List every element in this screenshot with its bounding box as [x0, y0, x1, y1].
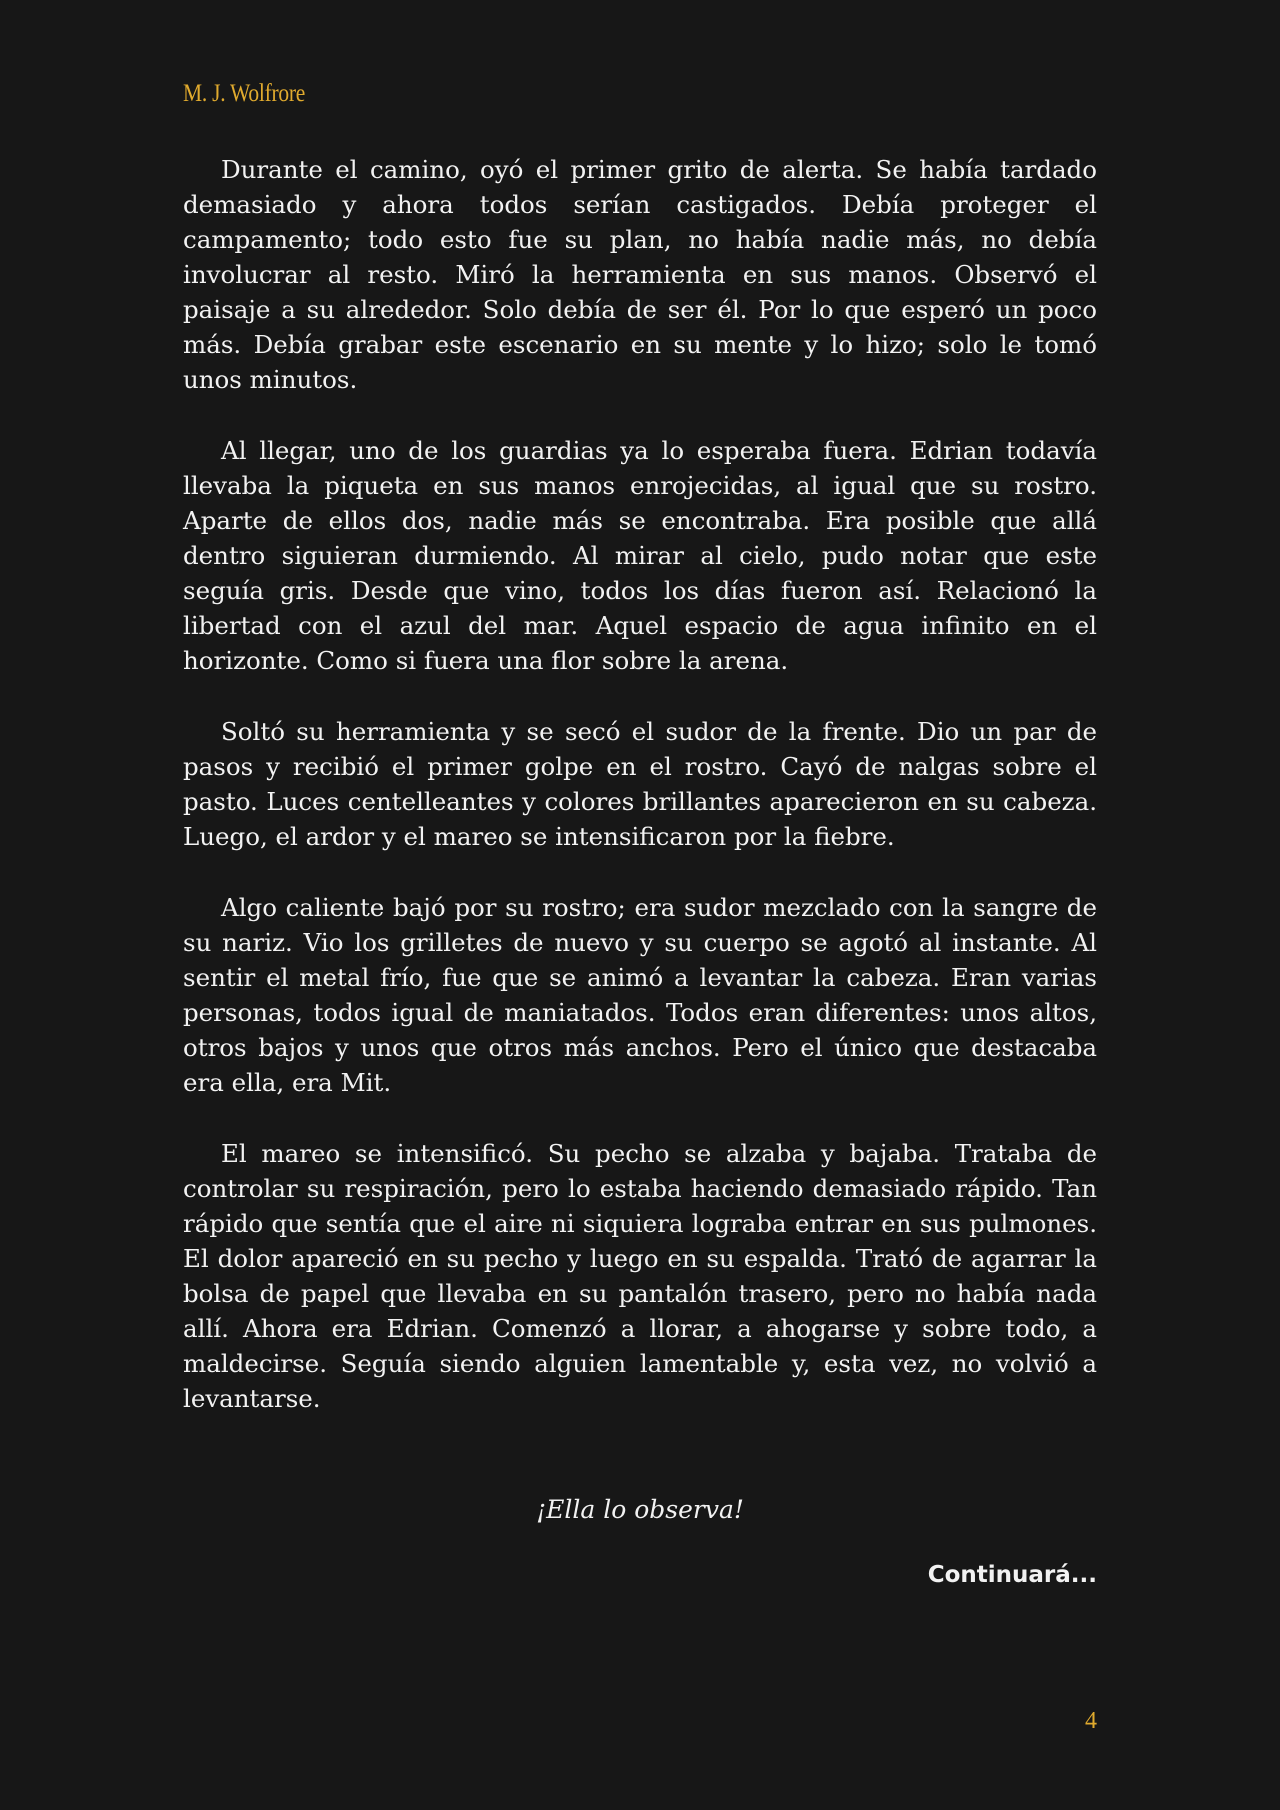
scene-break-line: ¡Ella lo observa! [536, 1495, 744, 1524]
paragraph: Al llegar, uno de los guardias ya lo esperaba fuera. Edrian todavía llevaba la piqueta en sus manos enrojecidas, al igual que su rostro. Aparte de ellos dos, nadie más se encontraba. Era posible que allá dentro siguieran durmiendo. Al mirar al cielo, pudo notar que este seguía gris. Desde que vino, todos los días fueron así. Relacionó la libertad con el azul del mar. Aquel espacio de agua infinito en el horizonte. Como si fuera una flor sobre la arena. [183, 436, 1097, 675]
body-text [183, 152, 1097, 1452]
paragraph: Soltó su herramienta y se secó el sudor de la frente. Dio un par de pasos y recibió el primer golpe en el rostro. Cayó de nalgas sobre el pasto. Luces centelleantes y colores brillantes aparecieron en su cabeza. Luego, el ardor y el mareo se intensificaron por la fiebre. [183, 717, 1097, 851]
paragraph: El mareo se intensificó. Su pecho se alzaba y bajaba. Trataba de controlar su respiración, pero lo estaba haciendo demasiado rápido. Tan rápido que sentía que el aire ni siquiera lograba entrar en sus pulmones. El dolor apareció en su pecho y luego en su espalda. Trató de agarrar la bolsa de papel que llevaba en su pantalón trasero, pero no había nada allí. Ahora era Edrian. Comenzó a llorar, a ahogarse y sobre todo, a maldecirse. Seguía siendo alguien lamentable y, esta vez, no volvió a levantarse. [183, 1139, 1097, 1413]
to-be-continued: Continuará... [927, 1562, 1097, 1588]
running-header-author: M. J. Wolfrore [183, 80, 306, 107]
paragraph: Durante el camino, oyó el primer grito de alerta. Se había tardado demasiado y ahora todos serían castigados. Debía proteger el campamento; todo esto fue su plan, no había nadie más, no debía involucrar al resto. Miró la herramienta en sus manos. Observó el paisaje a su alrededor. Solo debía de ser él. Por lo que esperó un poco más. Debía grabar este escenario en su mente y lo hizo; solo le tomó unos minutos. [183, 155, 1097, 394]
page-number: 4 [1085, 1708, 1097, 1734]
paragraph: Algo caliente bajó por su rostro; era sudor mezclado con la sangre de su nariz. Vio los grilletes de nuevo y su cuerpo se agotó al instante. Al sentir el metal frío, fue que se animó a levantar la cabeza. Eran varias personas, todos igual de maniatados. Todos eran diferentes: unos altos, otros bajos y unos que otros más anchos. Pero el único que destacaba era ella, era Mit. [183, 893, 1097, 1097]
